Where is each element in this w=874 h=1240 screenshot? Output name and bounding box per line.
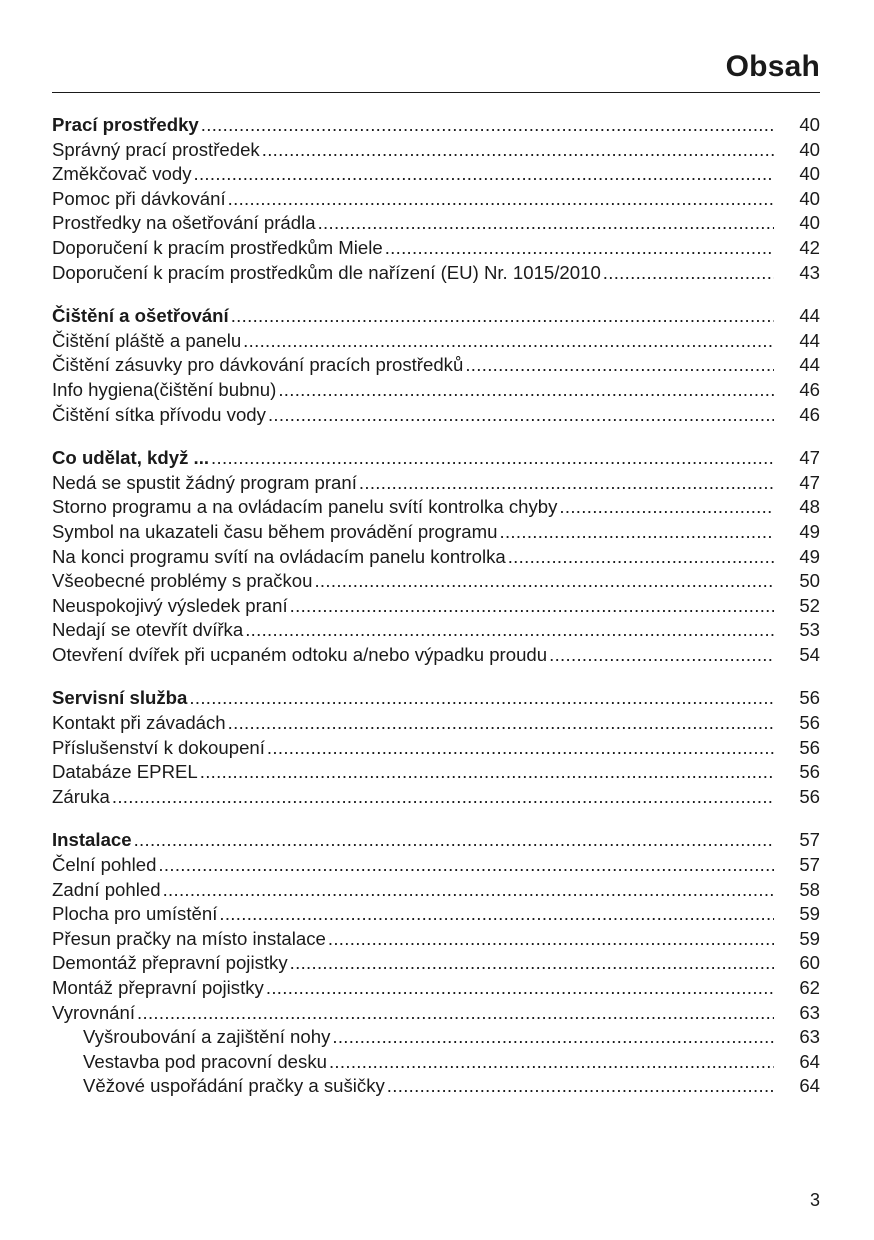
toc-entry-label: Symbol na ukazateli času během provádění programu — [52, 520, 498, 542]
toc-entry-label: Servisní služba — [52, 687, 188, 709]
toc-entry-label: Co udělat, když ... — [52, 447, 210, 469]
title-divider — [52, 92, 820, 93]
toc-entry-label: Na konci programu svítí na ovládacím panelu kontrolka — [52, 545, 506, 567]
toc-entry[interactable] — [52, 495, 820, 520]
toc-section-heading[interactable] — [52, 113, 820, 138]
toc-entry[interactable] — [52, 878, 820, 903]
toc-entry-label: Čištění pláště a panelu — [52, 329, 242, 351]
toc-entry-page: 64 — [799, 1075, 820, 1097]
toc-entry-page: 44 — [799, 354, 820, 376]
dot-leader — [158, 853, 774, 878]
toc-entry-label: Čelní pohled — [52, 854, 157, 876]
toc-entry-label: Otevření dvířek při ucpaném odtoku a/nebo výpadku proudu — [52, 643, 548, 665]
toc-entry[interactable] — [52, 736, 820, 761]
toc-entry-page: 47 — [799, 471, 820, 493]
dot-leader — [112, 785, 774, 810]
toc-entry[interactable] — [52, 951, 820, 976]
toc-entry[interactable] — [52, 520, 820, 545]
toc-entry-page: 40 — [799, 138, 820, 160]
toc-entry-label: Kontakt při závadách — [52, 712, 226, 734]
toc-entry-label: Doporučení k pracím prostředkům Miele — [52, 236, 383, 258]
toc-entry-page: 43 — [799, 261, 820, 283]
toc-entry-page: 63 — [799, 1001, 820, 1023]
toc-entry-page: 52 — [799, 594, 820, 616]
toc-entry-label: Doporučení k pracím prostředkům dle nařízení (EU) Nr. 1015/2010 — [52, 261, 601, 283]
toc-entry-label: Přesun pračky na místo instalace — [52, 927, 326, 949]
toc-entry-page: 50 — [799, 570, 820, 592]
toc-entry[interactable] — [52, 1001, 820, 1026]
toc-entry-page: 53 — [799, 619, 820, 641]
toc-entry-page: 56 — [799, 761, 820, 783]
toc-entry-label: Montáž přepravní pojistky — [52, 977, 264, 998]
toc-entry[interactable] — [52, 545, 820, 570]
toc-entry[interactable] — [52, 853, 820, 878]
toc-entry-label: Čištění zásuvky pro dávkování pracích prostředků — [52, 354, 464, 376]
toc-entry[interactable] — [52, 187, 820, 212]
toc-entry-label: Změkčovač vody — [52, 163, 192, 185]
dot-leader — [200, 760, 774, 785]
toc-entry-page: 40 — [799, 114, 820, 135]
toc-section — [52, 446, 820, 667]
toc-entry-page: 64 — [799, 1050, 820, 1072]
toc-entry-page: 40 — [799, 187, 820, 209]
toc-entry[interactable] — [52, 329, 820, 354]
dot-leader — [278, 378, 774, 403]
dot-leader — [314, 569, 774, 594]
toc-entry-page: 40 — [799, 163, 820, 185]
toc-entry-label: Demontáž přepravní pojistky — [52, 952, 288, 974]
dot-leader — [245, 618, 774, 643]
dot-leader — [228, 187, 774, 212]
toc-entry[interactable] — [52, 471, 820, 496]
dot-leader — [549, 643, 774, 668]
toc-entry-page: 56 — [799, 736, 820, 758]
toc-entry-page: 57 — [799, 829, 820, 851]
toc-entry-label: Prací prostředky — [52, 114, 199, 135]
toc-entry-page: 47 — [799, 447, 820, 469]
dot-leader — [329, 1050, 774, 1075]
toc-entry-label: Čištění a ošetřování — [52, 305, 229, 327]
dot-leader — [385, 236, 774, 261]
dot-leader — [290, 594, 774, 619]
toc-entry[interactable] — [52, 211, 820, 236]
toc-entry-page: 62 — [799, 977, 820, 998]
toc-entry-label: Nedá se spustit žádný program praní — [52, 471, 357, 493]
dot-leader — [318, 211, 774, 236]
toc-entry-page: 42 — [799, 236, 820, 258]
toc-entry-page: 60 — [799, 952, 820, 974]
dot-leader — [387, 1074, 774, 1099]
toc-entry-page: 56 — [799, 785, 820, 807]
toc-entry[interactable] — [52, 976, 820, 1001]
toc-entry[interactable] — [52, 1050, 820, 1075]
toc-entry-label: Plocha pro umístění — [52, 903, 218, 925]
dot-leader — [508, 545, 774, 570]
toc-entry-label: Prostředky na ošetřování prádla — [52, 212, 316, 234]
dot-leader — [211, 446, 774, 471]
toc-entry[interactable] — [52, 927, 820, 952]
toc-entry[interactable] — [52, 618, 820, 643]
toc-entry-label: Instalace — [52, 829, 132, 851]
toc-section-heading[interactable] — [52, 686, 820, 711]
toc-entry[interactable] — [52, 403, 820, 428]
dot-leader — [268, 403, 774, 428]
dot-leader — [559, 495, 774, 520]
toc-entry[interactable] — [52, 643, 820, 668]
toc-section — [52, 686, 820, 809]
toc-entry-label: Vyrovnání — [52, 1001, 136, 1023]
dot-leader — [359, 471, 774, 496]
toc-entry-label: Databáze EPREL — [52, 761, 198, 783]
toc-entry-page: 46 — [799, 403, 820, 425]
toc-section — [52, 828, 820, 1099]
toc-entry-label: Vestavba pod pracovní desku — [83, 1050, 327, 1072]
toc-entry-page: 44 — [799, 305, 820, 327]
page-title: Obsah — [725, 50, 820, 83]
dot-leader — [231, 304, 774, 329]
dot-leader — [499, 520, 774, 545]
toc-entry[interactable] — [52, 785, 820, 810]
dot-leader — [243, 329, 774, 354]
toc-entry[interactable] — [52, 594, 820, 619]
dot-leader — [219, 902, 774, 927]
toc-entry[interactable] — [52, 261, 820, 286]
toc-entry-page: 46 — [799, 378, 820, 400]
toc-entry-label: Všeobecné problémy s pračkou — [52, 570, 313, 592]
toc-entry[interactable] — [52, 760, 820, 785]
toc-entry-label: Nedají se otevřít dvířka — [52, 619, 244, 641]
toc-entry-label: Info hygiena(čištění bubnu) — [52, 378, 277, 400]
toc-entry-page: 44 — [799, 329, 820, 351]
dot-leader — [267, 736, 774, 761]
toc-entry-label: Správný prací prostředek — [52, 138, 260, 160]
toc-entry-label: Neuspokojivý výsledek praní — [52, 594, 288, 616]
toc-entry[interactable] — [52, 1074, 820, 1099]
toc-entry-page: 59 — [799, 903, 820, 925]
toc-entry-page: 54 — [799, 643, 820, 665]
toc-entry-label: Pomoc při dávkování — [52, 187, 226, 209]
toc-entry-page: 63 — [799, 1026, 820, 1048]
dot-leader — [163, 878, 774, 903]
dot-leader — [134, 828, 774, 853]
toc-entry-page: 56 — [799, 712, 820, 734]
toc-entry-label: Věžové uspořádání pračky a sušičky — [83, 1075, 385, 1097]
dot-leader — [262, 138, 774, 163]
toc-section-heading[interactable] — [52, 828, 820, 853]
toc-entry[interactable] — [52, 1025, 820, 1050]
dot-leader — [137, 1001, 774, 1026]
toc-entry-label: Zadní pohled — [52, 878, 161, 900]
toc-entry-page: 57 — [799, 854, 820, 876]
page-number: 3 — [809, 1190, 820, 1210]
toc-entry-label: Příslušenství k dokoupení — [52, 736, 265, 758]
toc-entry-label: Čištění sítka přívodu vody — [52, 403, 266, 425]
dot-leader — [228, 711, 774, 736]
toc-section-heading[interactable] — [52, 446, 820, 471]
toc-entry[interactable] — [52, 236, 820, 261]
dot-leader — [266, 976, 774, 1001]
toc-entry-label: Záruka — [52, 785, 110, 807]
toc-section — [52, 304, 820, 427]
toc-entry[interactable] — [52, 353, 820, 378]
toc-entry-label: Storno programu a na ovládacím panelu svítí kontrolka chyby — [52, 496, 558, 518]
toc-entry-page: 40 — [799, 212, 820, 234]
toc-entry[interactable] — [52, 138, 820, 163]
toc-entry-page: 59 — [799, 927, 820, 949]
dot-leader — [603, 261, 774, 286]
toc-section — [52, 113, 820, 285]
toc-entry[interactable] — [52, 711, 820, 736]
dot-leader — [290, 951, 774, 976]
dot-leader — [201, 113, 774, 138]
toc-entry-page: 56 — [799, 687, 820, 709]
toc-entry[interactable] — [52, 902, 820, 927]
dot-leader — [194, 162, 775, 187]
dot-leader — [332, 1025, 774, 1050]
toc-entry-page: 49 — [799, 520, 820, 542]
toc-entry[interactable] — [52, 378, 820, 403]
toc-entry[interactable] — [52, 162, 820, 187]
toc-entry-label: Vyšroubování a zajištění nohy — [83, 1026, 331, 1048]
dot-leader — [189, 686, 774, 711]
dot-leader — [328, 927, 774, 952]
toc-entry-page: 49 — [799, 545, 820, 567]
toc-section-heading[interactable] — [52, 304, 820, 329]
toc-entry-page: 48 — [799, 496, 820, 518]
toc-entry-page: 58 — [799, 878, 820, 900]
dot-leader — [465, 353, 774, 378]
toc-entry[interactable] — [52, 569, 820, 594]
table-of-contents — [52, 113, 820, 1118]
